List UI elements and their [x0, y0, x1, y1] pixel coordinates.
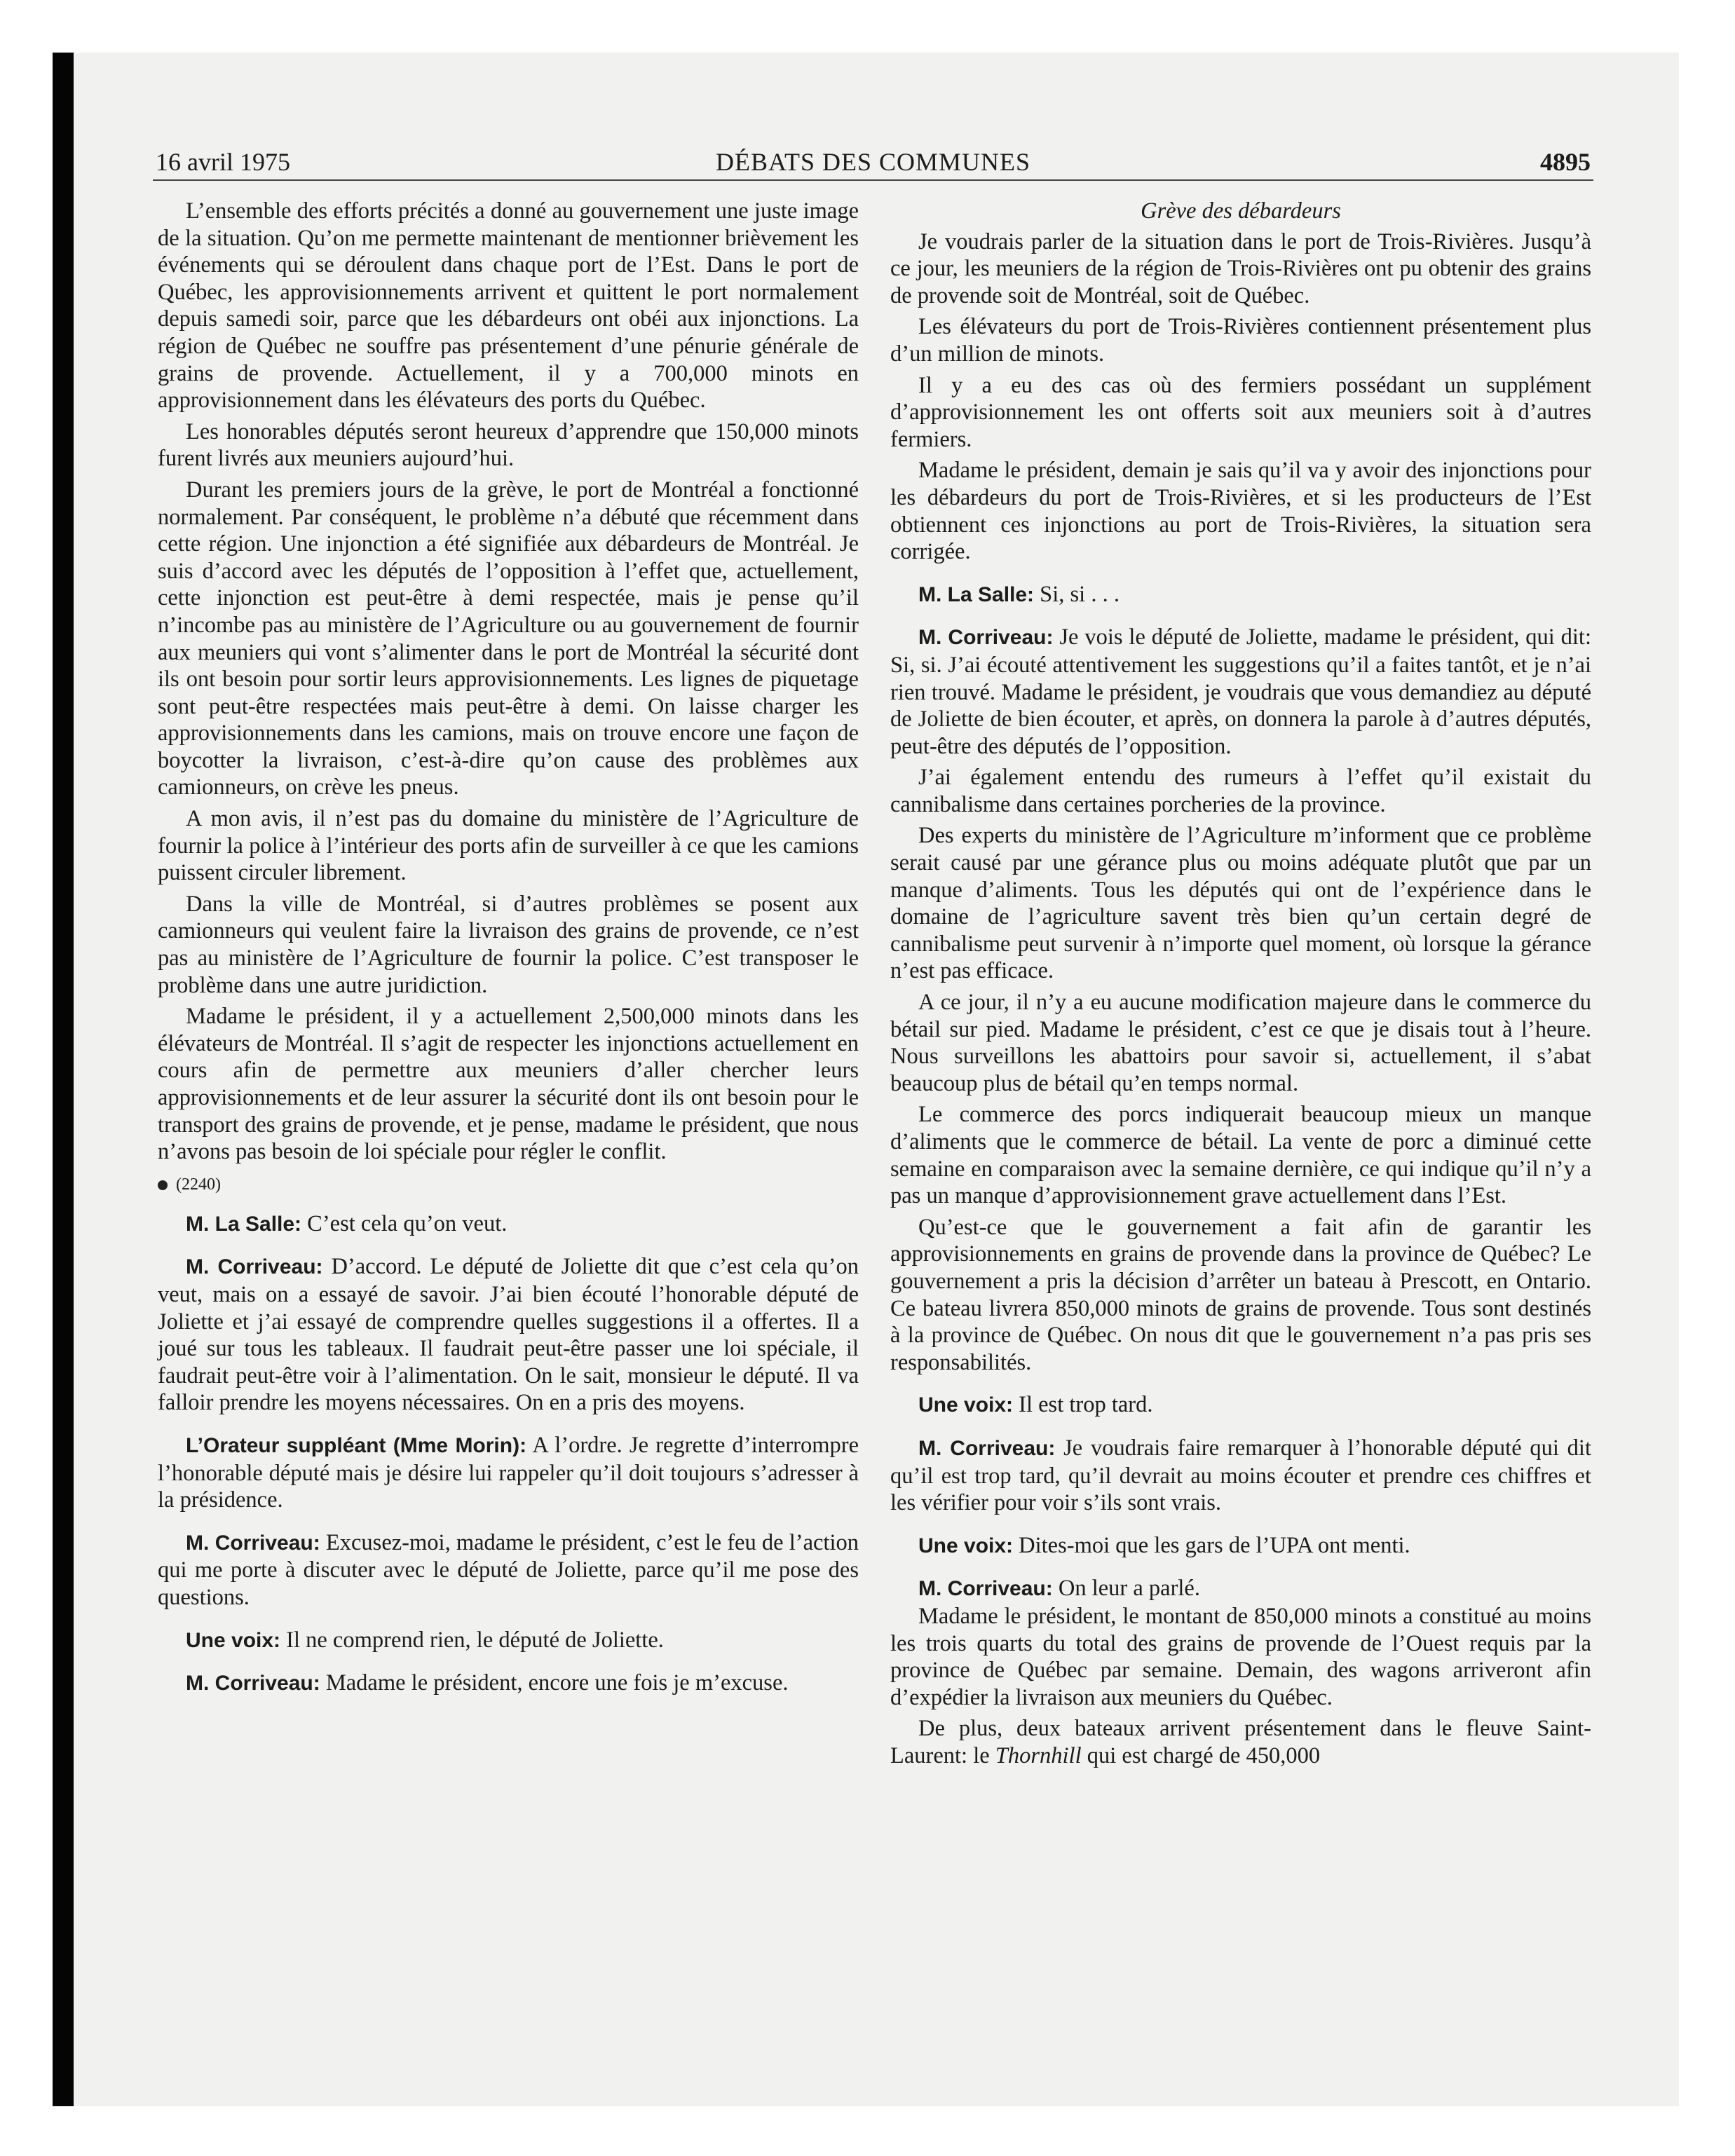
speech-text: A l’ordre. Je regrette d’interrompre l’honorable député mais je désire lui rappeler qu’il doit toujours s’adresser à la présidence. — [158, 1432, 859, 1513]
paragraph: Madame le président, le montant de 850,000 minots a constitué au moins les trois quarts du total des grains de provende de l’Ouest requis par la province de Québec par semaine. Demain, des wagons arriveront afin d’expédier la livraison aux meuniers du Québec. — [890, 1603, 1591, 1710]
paragraph: Qu’est-ce que le gouvernement a fait afin de garantir les approvisionnements en grains de provende dans la province de Québec? Le gouvernement a pris la décision d’arrêter un bateau à Prescott, en Ontario. Ce bateau livrera 850,000 minots de grains de provende. Tous sont destinés à la province de Québec. On nous dit que le gouvernement n’a pas pris ses responsabilités. — [890, 1214, 1591, 1375]
paragraph: Madame le président, il y a actuellement 2,500,000 minots dans les élévateurs de Montréal. Il s’agit de respecter les injonctions actuellement en cours afin de permettre aux meuniers d’aller chercher leurs approvisionnements et de leur assurer la sécurité dont ils ont besoin pour le transport des grains de provende, et je pense, madame le président, que nous n’avons pas besoin de loi spéciale pour régler le conflit. — [158, 1004, 859, 1165]
speaker-name: M. La Salle: — [186, 1212, 302, 1236]
speech-text: Excusez-moi, madame le président, c’est le feu de l’action qui me porte à discuter avec le député de Joliette, parce qu’il me pose des questions. — [158, 1529, 859, 1610]
speech — [158, 1210, 859, 1239]
speaker-name: M. Corriveau: — [186, 1255, 323, 1279]
speech-text: On leur a parlé. — [1052, 1576, 1200, 1602]
speech — [890, 1575, 1591, 1603]
paragraph: A ce jour, il n’y a eu aucune modification majeure dans le commerce du bétail sur pied. Madame le président, c’est ce que je disais tout à l’heure. Nous surveillons les abattoirs pour savoir si, actuellement, il s’abat beaucoup plus de bétail qu’en temps normal. — [890, 990, 1591, 1096]
page-number: 4895 — [1540, 148, 1591, 176]
speech-text: Je voudrais faire remarquer à l’honorable député qui dit qu’il est trop tard, qu’il devrait au moins écouter et prendre ces chiffres et les vérifier pour voir s’ils sont vrais. — [890, 1435, 1591, 1516]
speech-text: Dites-moi que les gars de l’UPA ont menti. — [1013, 1532, 1410, 1558]
paragraph: J’ai également entendu des rumeurs à l’effet qu’il existait du cannibalisme dans certaines porcheries de la province. — [890, 765, 1591, 817]
page-header — [153, 146, 1593, 181]
speech — [890, 581, 1591, 609]
speech — [890, 1435, 1591, 1517]
paragraph: Il y a eu des cas où des fermiers possédant un supplément d’approvisionnement les ont offerts soit aux meuniers soit à d’autres fermiers. — [890, 372, 1591, 452]
speech-text: D’accord. Le député de Joliette dit que c’est cela qu’on veut, mais on a essayé de savoir. J’ai bien écouté l’honorable député de Joliette et j’ai essayé de comprendre quelles suggestions il a offertes. Il a joué sur tous les tableaux. Il faudrait peut-être passer une loi spéciale, il faudrait peut-être voir à l’alimentation. On le sait, monsieur le député. Il va falloir prendre les moyens nécessaires. On en a pris des moyens. — [158, 1254, 859, 1416]
speaker-name: M. Corriveau: — [186, 1672, 320, 1696]
paragraph: L’ensemble des efforts précités a donné au gouvernement une juste image de la situation. Qu’on me permette maintenant de mentionner brièvement les événements qui se déroulent dans chaque port de l’Est. Dans le port de Québec, les approvisionnements arrivent et quittent le port normalement depuis samedi soir, parce que les débardeurs ont obéi aux injonctions. La région de Québec ne souffre pas présentement d’une pénurie générale de grains de provende. Actuellement, il y a 700,000 minots en approvisionnement dans les élévateurs des ports du Québec. — [158, 198, 859, 414]
speech-text: Madame le président, encore une fois je m’excuse. — [320, 1670, 789, 1696]
paragraph: Dans la ville de Montréal, si d’autres problèmes se posent aux camionneurs qui veulent faire la livraison des grains de provende, ce n’est pas au ministère de l’Agriculture de fournir la police. C’est transposer le problème dans une autre juridiction. — [158, 891, 859, 998]
speech — [158, 1670, 859, 1698]
time-stamp — [158, 1174, 859, 1195]
paragraph: A mon avis, il n’est pas du domaine du ministère de l’Agriculture de fournir la police à l’intérieur des ports afin de surveiller à ce que les camions puissent circuler librement. — [158, 806, 859, 886]
header-date: 16 avril 1975 — [156, 148, 290, 176]
paragraph: Les honorables députés seront heureux d’apprendre que 150,000 minots furent livrés aux meuniers aujourd’hui. — [158, 418, 859, 472]
speech-text: Je vois le député de Joliette, madame le président, qui dit: Si, si. J’ai écouté attentivement les suggestions qu’il a faites tantôt, et je n’ai rien trouvé. Madame le président, je voudrais que vous demandiez au député de Joliette de bien écouter, et après, on donnera la parole à d’autres députés, peut-être des députés de l’opposition. — [890, 625, 1591, 759]
speaker-name: Une voix: — [918, 1393, 1014, 1417]
section-title: Grève des débardeurs — [1141, 198, 1341, 224]
speech — [890, 1391, 1591, 1419]
right-column — [890, 198, 1591, 1769]
bullet-icon — [158, 1180, 168, 1190]
speech — [158, 1253, 859, 1417]
paragraph: Durant les premiers jours de la grève, le port de Montréal a fonctionné normalement. Par conséquent, le problème n’a débuté que récemment dans cette région. Une injonction a été signifiée aux débardeurs de Montréal. Je suis d’accord avec les députés de l’opposition à l’effet que, actuellement, cette injonction est peut-être à demi respectée, mais je pense qu’il n’incombe pas au ministère de l’Agriculture ou au gouvernement de fournir aux meuniers qui vont s’alimenter dans le port de Montréal la sécurité dont ils ont besoin pour sortir leurs approvisionnements. Les lignes de piquetage sont peut-être respectées mais peut-être à demi. On laisse charger les approvisionnements dans les camions, mais on trouve encore une façon de boycotter la livraison, c’est-à-dire qu’on cause des problèmes aux camionneurs, on crève les pneus. — [158, 477, 859, 800]
speech — [158, 1529, 859, 1611]
header-title: DÉBATS DES COMMUNES — [715, 148, 1031, 176]
paragraph: Madame le président, demain je sais qu’il va y avoir des injonctions pour les débardeurs du port de Trois-Rivières, et si les producteurs de l’Est obtiennent ces injonctions au port de Trois-Rivières, la situation sera corrigée. — [890, 458, 1591, 565]
ship-name: Thornhill — [995, 1742, 1082, 1768]
speech — [890, 1532, 1591, 1560]
left-column — [158, 198, 859, 1698]
speech — [158, 1627, 859, 1655]
speaker-name: Une voix: — [918, 1534, 1014, 1557]
paragraph-text: qui est chargé de 450,000 — [1081, 1742, 1321, 1768]
speaker-name: M. Corriveau: — [918, 1436, 1056, 1460]
speech — [890, 624, 1591, 760]
time-stamp-text: (2240) — [176, 1175, 221, 1194]
speaker-name: M. Corriveau: — [186, 1531, 320, 1555]
speech-text: Il ne comprend rien, le député de Joliette. — [280, 1627, 664, 1653]
speech-text: Il est trop tard. — [1013, 1392, 1153, 1418]
speech-text: Si, si . . . — [1034, 581, 1120, 607]
speech — [158, 1432, 859, 1514]
paragraph: Je voudrais parler de la situation dans le port de Trois-Rivières. Jusqu’à ce jour, les meuniers de la région de Trois-Rivières ont pu obtenir des grains de provende soit de Montréal, soit de Québec. — [890, 228, 1591, 308]
scan-edge — [53, 53, 74, 2106]
paragraph: Des experts du ministère de l’Agriculture m’informent que ce problème serait causé par une gérance plus ou moins adéquate plutôt que par un manque d’aliments. Tous les députés qui ont de l’expérience dans le domaine de l’agriculture savent très bien qu’un certain degré de cannibalisme peut survenir à n’importe quel moment, où lorsque la gérance n’est pas efficace. — [890, 823, 1591, 984]
speaker-name: M. La Salle: — [918, 582, 1035, 606]
speaker-name: Une voix: — [186, 1628, 281, 1652]
paragraph: Le commerce des porcs indiquerait beaucoup mieux un manque d’aliments que le commerce de bétail. La vente de porc a diminué cette semaine en comparaison avec la semaine dernière, ce qui indique qu’il n’y a pas un manque d’approvisionnement grave actuellement dans l’Est. — [890, 1102, 1591, 1209]
speaker-name: L’Orateur suppléant (Mme Morin): — [186, 1433, 527, 1457]
paragraph-text: De plus, deux bateaux arrivent présentement dans le fleuve Saint-Laurent: le — [890, 1716, 1591, 1768]
paragraph: Les élévateurs du port de Trois-Rivières contiennent présentement plus d’un million de minots. — [890, 314, 1591, 367]
speech-text: C’est cela qu’on veut. — [301, 1210, 508, 1236]
speaker-name: M. Corriveau: — [918, 626, 1054, 650]
paragraph — [890, 1715, 1591, 1769]
speaker-name: M. Corriveau: — [918, 1577, 1053, 1601]
